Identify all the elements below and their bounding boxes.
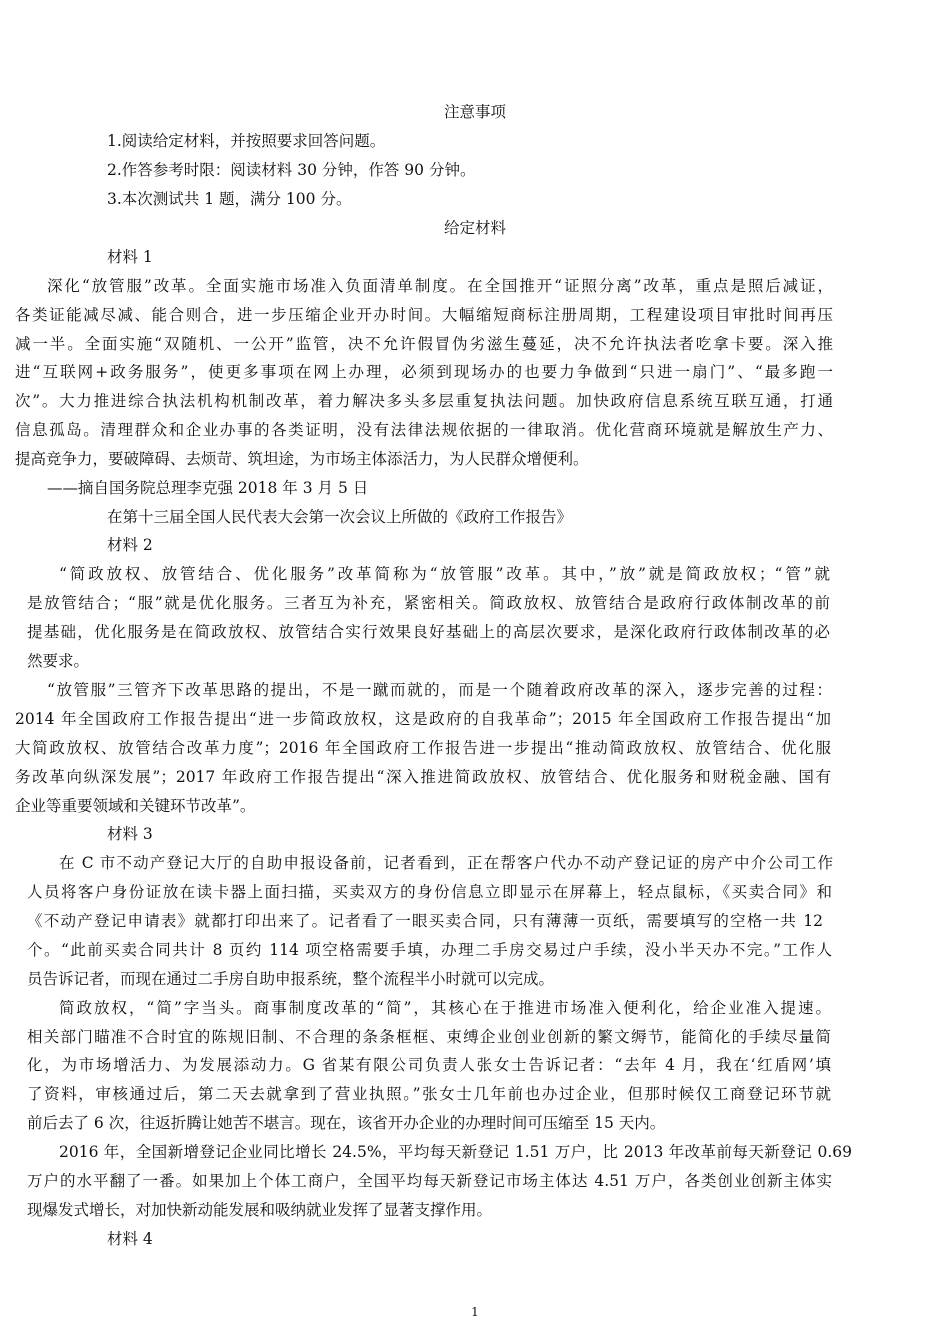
paragraph-line: 提高竞争力，要破障碍、去烦苛、筑坦途，为市场主体添活力，为人民群众增便利。 [15,450,589,468]
paragraph-line: 化，为市场增活力、为发展添动力。G 省某有限公司负责人张女士告诉记者：“去年 4 月，我在‘红盾网’填 [27,1056,831,1074]
paragraph-line: 简政放权，“简”字当头。商事制度改革的“简”，其核心在于推进市场准入便利化，给企业准入提速。 [59,999,831,1017]
source-line: ——摘自国务院总理李克强 2018 年 3 月 5 日 [47,479,369,497]
notice-item: 2.作答参考时限：阅读材料 30 分钟，作答 90 分钟。 [107,161,476,179]
paragraph-line: 员告诉记者，而现在通过二手房自助申报系统，整个流程半小时就可以完成。 [27,970,555,988]
paragraph-line: 然要求。 [27,652,90,670]
paragraph-line: 2014 年全国政府工作报告提出“进一步简政放权，这是政府的自我革命”；2015 年全国政府工作报告提出“加 [15,710,831,728]
paragraph-line: 减一半。全面实施“双随机、一公开”监管，决不允许假冒伪劣滋生蔓延，决不允许执法者吃拿卡要。深入推 [15,335,833,353]
paragraph-line: 次”。大力推进综合执法机构机制改革，着力解决多头多层重复执法问题。加快政府信息系统互联互通，打通 [15,392,833,410]
paragraph-line: 前后去了 6 次，往返折腾让她苦不堪言。现在，该省开办企业的办理时间可压缩至 15 天内。 [27,1114,666,1132]
paragraph-line: “放管服”三管齐下改革思路的提出，不是一蹴而就的，而是一个随着政府改革的深入，逐步完善的过程： [47,681,832,699]
paragraph-line: 务改革向纵深发展”；2017 年政府工作报告提出“深入推进简政放权、放管结合、优化服务和财税金融、国有 [15,768,831,786]
paragraph-line: 信息孤岛。清理群众和企业办事的各类证明，没有法律法规依据的一律取消。优化营商环境就是解放生产力、 [15,421,833,439]
paragraph-line: 2016 年，全国新增登记企业同比增长 24.5%，平均每天新登记 1.51 万户，比 2013 年改革前每天新登记 0.69 [59,1143,852,1161]
paragraph-line: 相关部门瞄准不合时宜的陈规旧制、不合理的条条框框、束缚企业创业创新的繁文缛节，能简化的手续尽量简 [27,1028,831,1046]
paragraph-line: 企业等重要领域和关键环节改革”。 [15,797,256,815]
source-line: 在第十三届全国人民代表大会第一次会议上所做的《政府工作报告》 [107,508,573,526]
paragraph-line: 《不动产登记申请表》就都打印出来了。记者看了一眼买卖合同，只有薄薄一页纸，需要填写的空格一共 12 [27,912,823,930]
paragraph-line: 进“互联网+政务服务”，使更多事项在网上办理，必须到现场办的也要力争做到“只进一扇门”、“最多跑一 [15,363,833,381]
paragraph-line: 大简政放权、放管结合改革力度”；2016 年全国政府工作报告进一步提出“推动简政放权、放管结合、优化服 [15,739,831,757]
paragraph-line: 个。“此前买卖合同共计 8 页约 114 项空格需要手填，办理二手房交易过户手续，没小半天办不完。”工作人 [27,941,832,959]
section-title: 给定材料 [443,219,506,237]
material-1-heading: 材料 1 [107,248,153,266]
notice-item: 1.阅读给定材料，并按照要求回答问题。 [107,132,386,150]
page-number: 1 [471,1305,479,1319]
notice-title: 注意事项 [443,103,506,121]
paragraph-line: 深化“放管服”改革。全面实施市场准入负面清单制度。在全国推开“证照分离”改革，重点是照后减证， [47,277,833,295]
notice-item: 3.本次测试共 1 题，满分 100 分。 [107,190,352,208]
paragraph-line: 提基础，优化服务是在简政放权、放管结合实行效果良好基础上的高层次要求，是深化政府行政体制改革的必 [27,623,830,641]
paragraph-line: 现爆发式增长，对加快新动能发展和吸纳就业发挥了显著支撑作用。 [27,1201,493,1219]
paragraph-line: 人员将客户身份证放在读卡器上面扫描，买卖双方的身份信息立即显示在屏幕上，轻点鼠标，《买卖合同》和 [27,883,832,901]
paragraph-line: 万户的水平翻了一番。如果加上个体工商户，全国平均每天新登记市场主体达 4.51 万户，各类创业创新主体实 [27,1172,832,1190]
material-3-heading: 材料 3 [107,825,153,843]
paragraph-line: 各类证能减尽减、能合则合，进一步压缩企业开办时间。大幅缩短商标注册周期，工程建设项目审批时间再压 [15,306,833,324]
paragraph-line: 是放管结合；“服”就是优化服务。三者互为补充，紧密相关。简政放权、放管结合是政府行政体制改革的前 [27,594,830,612]
paragraph-line: 了资料，审核通过后，第二天去就拿到了营业执照。”张女士几年前也办过企业，但那时候仅工商登记环节就 [27,1085,831,1103]
material-2-heading: 材料 2 [107,536,153,554]
material-4-heading: 材料 4 [107,1230,153,1248]
paragraph-line: “简政放权、放管结合、优化服务”改革简称为“放管服”改革。其中，”放”就是简政放权；“管”就 [59,565,830,583]
paragraph-line: 在 C 市不动产登记大厅的自助申报设备前，记者看到，正在帮客户代办不动产登记证的房产中介公司工作 [59,854,833,872]
